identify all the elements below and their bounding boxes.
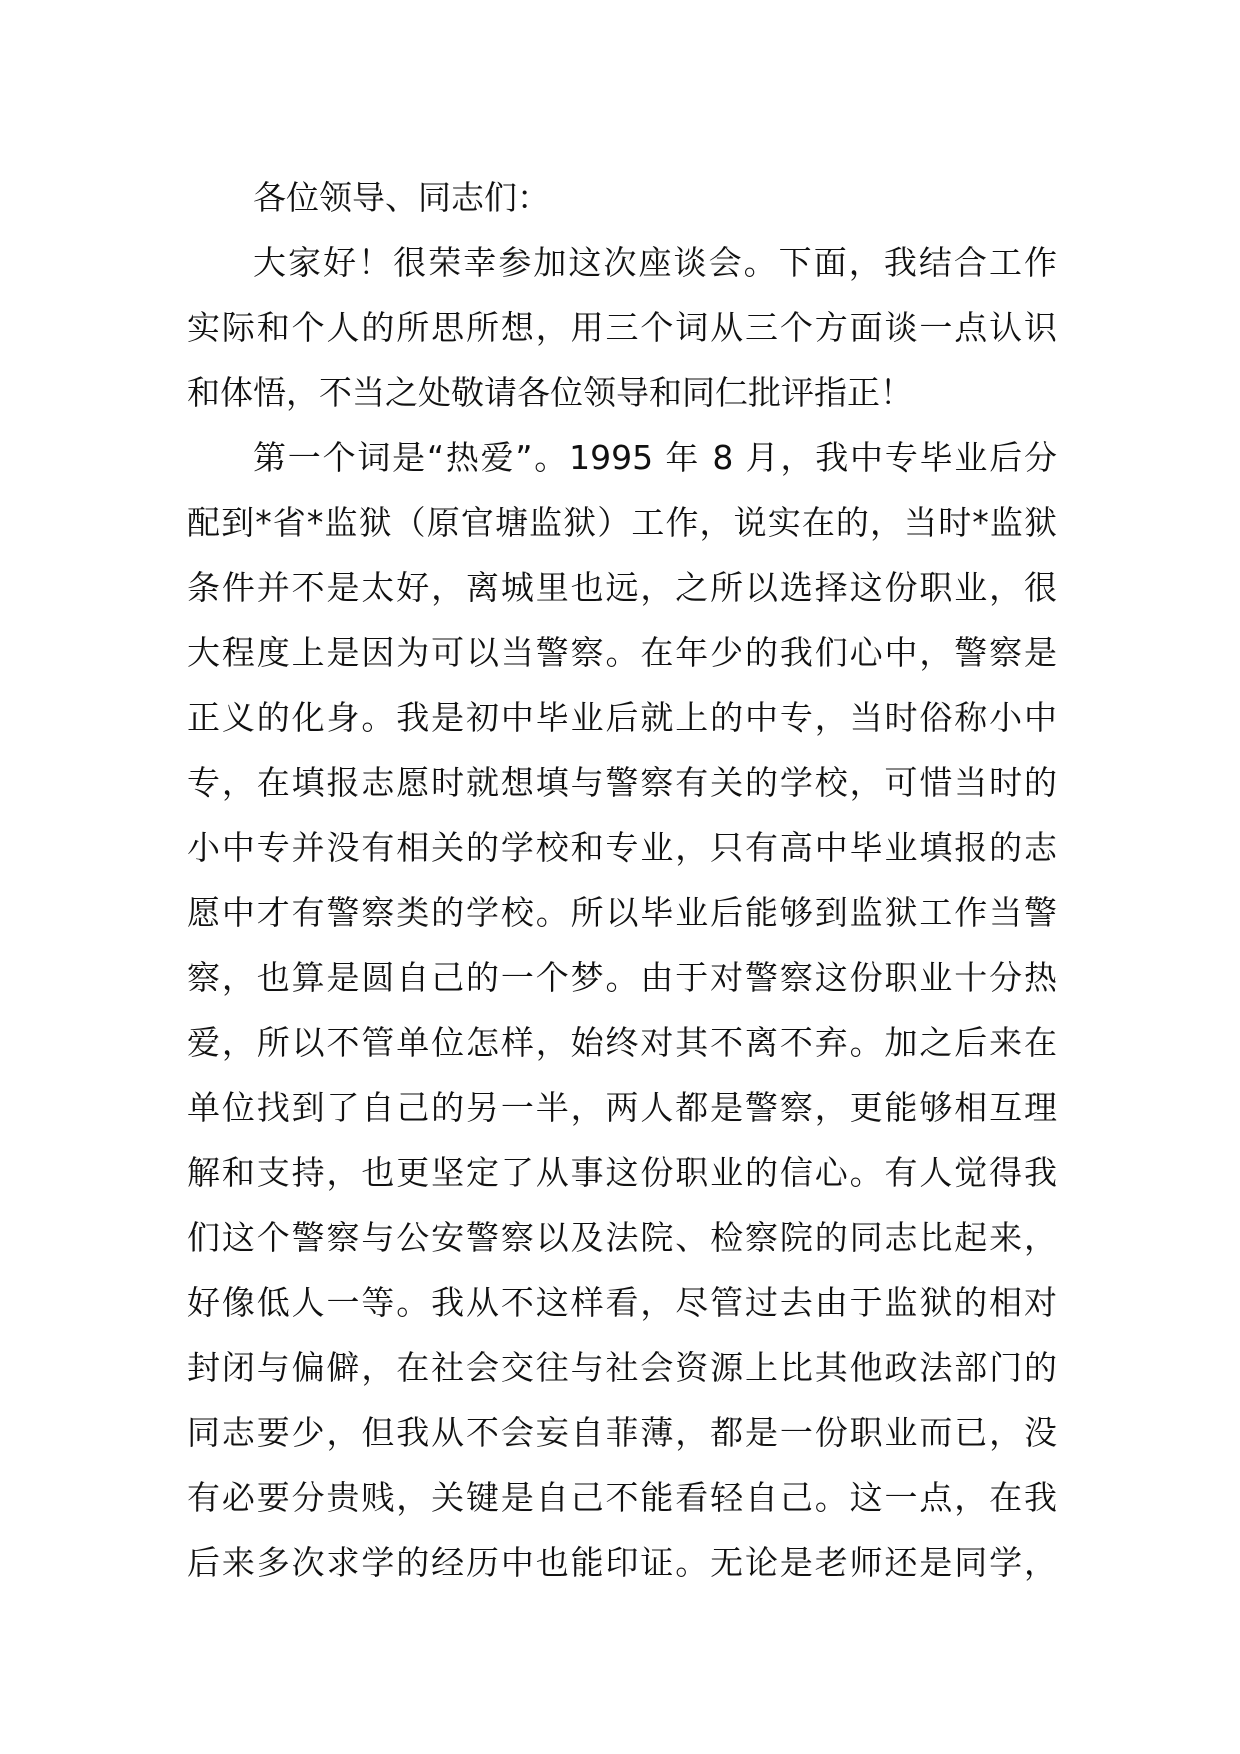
paragraph-line: 有必要分贵贱，关键是自己不能看轻自己。这一点，在我 [187,1478,1057,1517]
paragraph-line: 解和支持，也更坚定了从事这份职业的信心。有人觉得我 [187,1153,1057,1192]
paragraph-line: 们这个警察与公安警察以及法院、检察院的同志比起来， [187,1218,1057,1257]
paragraph-line: 条件并不是太好，离城里也远，之所以选择这份职业，很 [187,568,1057,607]
paragraph-line: 配到*省*监狱（原官塘监狱）工作，说实在的，当时*监狱 [187,503,1057,542]
paragraph-line: 同志要少，但我从不会妄自菲薄，都是一份职业而已，没 [187,1413,1057,1452]
paragraph-line: 小中专并没有相关的学校和专业，只有高中毕业填报的志 [187,828,1057,867]
paragraph-line: 愿中才有警察类的学校。所以毕业后能够到监狱工作当警 [187,893,1057,932]
paragraph-line: 好像低人一等。我从不这样看，尽管过去由于监狱的相对 [187,1283,1057,1322]
paragraph-line: 后来多次求学的经历中也能印证。无论是老师还是同学， [187,1543,1057,1582]
paragraph-line: 第一个词是“热爱”。1995 年 8 月，我中专毕业后分 [253,438,1057,477]
paragraph-line: 封闭与偏僻，在社会交往与社会资源上比其他政法部门的 [187,1348,1057,1387]
paragraph-line: 单位找到了自己的另一半，两人都是警察，更能够相互理 [187,1088,1057,1127]
paragraph-line: 正义的化身。我是初中毕业后就上的中专，当时俗称小中 [187,698,1057,737]
paragraph-line: 专，在填报志愿时就想填与警察有关的学校，可惜当时的 [187,763,1057,802]
paragraph-line: 爱，所以不管单位怎样，始终对其不离不弃。加之后来在 [187,1023,1057,1062]
salutation-line: 各位领导、同志们： [253,178,550,217]
paragraph-line: 大家好！很荣幸参加这次座谈会。下面，我结合工作 [253,243,1057,282]
document-body [187,165,1057,1595]
paragraph-line: 察，也算是圆自己的一个梦。由于对警察这份职业十分热 [187,958,1057,997]
paragraph-line: 实际和个人的所思所想，用三个词从三个方面谈一点认识 [187,308,1057,347]
paragraph-line: 大程度上是因为可以当警察。在年少的我们心中，警察是 [187,633,1057,672]
paragraph-line: 和体悟，不当之处敬请各位领导和同仁批评指正！ [187,373,913,412]
